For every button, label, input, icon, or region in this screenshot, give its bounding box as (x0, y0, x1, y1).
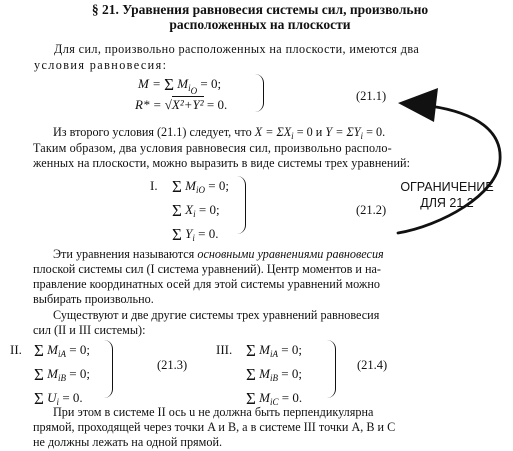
system-2-number: (21.3) (157, 358, 188, 372)
para5-line-3: не должны лежать на одной прямой. (33, 435, 223, 449)
para3-line-4: выбирать произвольно. (33, 292, 154, 306)
eq-21-1-row-2: R* = √X²+Y² = 0. (135, 97, 228, 112)
intro-line-1: Для сил, произвольно расположенных на плоскости, имеются два (54, 42, 420, 56)
eq-21-1-row-1: M = Σ $M_{iO} = 0$; (138, 75, 222, 96)
eq-21-1-brace (255, 74, 264, 112)
system-1-row-1: I. Σ $M_{iO} = 0$; (150, 177, 229, 196)
system-1-number: (21.2) (356, 203, 387, 217)
system-2-row-2: Σ $M_{iB} = 0$; (34, 365, 90, 384)
system-3 (216, 340, 302, 412)
system-3-number: (21.4) (357, 358, 388, 372)
system-2-row-1: II. Σ $M_{iA} = 0$; (10, 341, 90, 360)
para3-line-3: правление координатных осей для этой системы уравнений можно (33, 277, 380, 291)
system-2-row-3: Σ $U_i = 0$. (34, 389, 83, 408)
para5-line-2: прямой, проходящей через точки A и B, а в системе III точки A, B и C (33, 420, 396, 434)
annotation-label-line-2: ДЛЯ 21.2 (420, 196, 474, 210)
eq-21-1-number: (21.1) (356, 89, 387, 103)
system-3-row-3: Σ $M_{iC} = 0$. (246, 389, 303, 408)
section-title-line-1: § 21. Уравнения равновесия системы сил, произвольно (91, 2, 429, 17)
annotation-arrow-curve (398, 106, 500, 233)
para4-line-1: Существуют и две другие системы трех уравнений равновесия (53, 308, 380, 322)
section-title-line-2: расположенных на плоскости (169, 17, 351, 32)
system-1-row-3: Σ $Y_i = 0$. (172, 225, 219, 244)
intro-line-2: условия равновесия: (34, 58, 168, 72)
para3-line-1: Эти уравнения называются основными уравнениями равновесия (53, 247, 384, 261)
system-2 (10, 340, 90, 412)
system-1-brace (237, 176, 246, 234)
system-3-row-2: Σ $M_{iB} = 0$; (246, 365, 302, 384)
annotation-label (392, 179, 502, 211)
para4-line-2: сил (II и III системы): (33, 323, 146, 337)
para2-line-2: Таким образом, два условия равновесия сил, произвольно располо- (33, 141, 392, 155)
annotation-label-line-1: ОГРАНИЧЕНИЕ (400, 180, 494, 194)
para5-line-1: При этом в системе II ось u не должна быть перпендикулярна (53, 405, 374, 419)
system-1-row-2: Σ $X_i = 0$; (172, 201, 220, 220)
system-2-brace (104, 340, 113, 398)
system-1 (150, 176, 229, 248)
para2-line-1: Из второго условия (21.1) следует, что $X = \Sigma X_i = 0$ и $Y = \Sigma Y_i = 0$. (53, 125, 386, 141)
para2-line-3: женных на плоскости, можно выразить в виде системы трех уравнений: (33, 156, 411, 170)
para3-line-2: плоской системы сил (I система уравнений). Центр моментов и на- (33, 262, 381, 276)
annotation-arrow-head (398, 88, 438, 122)
system-3-row-1: III. Σ $M_{iA} = 0$; (216, 341, 302, 360)
system-3-brace (327, 340, 336, 398)
section-title (40, 2, 480, 32)
